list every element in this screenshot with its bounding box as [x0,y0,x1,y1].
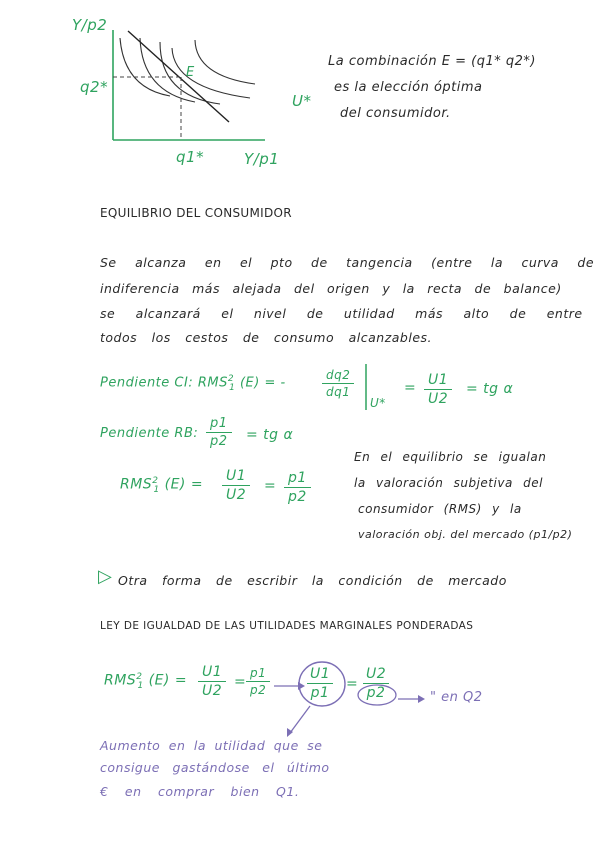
ci-sup: 2 [227,374,235,384]
paragraph-line4: todos los cestos de consumo alcanzables. [100,330,432,345]
intro-note-line2: es la elección óptima [334,80,483,95]
eq-equals: = [264,478,277,494]
ci-eval-at: U* [370,396,386,410]
law-sup: 2 [136,672,143,682]
rb-label: Pendiente RB: [100,426,199,441]
law-right-note: " en Q2 [430,690,483,705]
other-way-text: Otra forma de escribir la condición de mercado [118,573,507,588]
bottom-note-line3: € en comprar bien Q1. [100,784,300,799]
x-axis-label: Y/p1 [244,150,280,168]
law-equals-2: = [346,676,359,692]
paragraph-line2: indiferencia más alejada del origen y la recta de balance) [100,281,562,296]
law-c1-num: U1 [310,666,331,682]
ci-u-den: U2 [424,389,452,407]
ci-eq: = [404,380,417,396]
heading-ley: LEY DE IGUALDAD DE LAS UTILIDADES MARGINALES PONDERADAS [100,620,474,632]
bottom-note-line1: Aumento en la utilidad que se [100,738,323,753]
law-u-num: U1 [202,664,223,680]
law-c2-den: p2 [363,683,390,701]
paragraph-line1: Se alcanza en el pto de tangencia (entre la curva de [100,255,595,270]
rb-num: p1 [210,416,228,431]
law-p-den: p2 [246,681,270,697]
intro-note-line1: La combinación E = (q1* q2*) [328,54,536,69]
ci-derivative-num: dq2 [326,368,351,382]
law-c2-num: U2 [366,666,387,682]
law-sub: 1 [137,681,144,692]
ci-u-num: U1 [428,372,449,388]
intro-note-line3: del consumidor. [340,106,451,121]
eq-u-den: U2 [222,485,250,503]
law-u-den: U2 [198,681,226,699]
eq-sup: 2 [152,476,159,486]
eq-p-num: p1 [288,470,307,486]
eq-note-line4: valoración obj. del mercado (p1/p2) [358,528,573,541]
eq-p-den: p2 [284,487,311,505]
ci-sub: 1 [229,382,236,393]
eq-note-line2: la valoración subjetiva del [354,476,543,490]
triangle-marker-icon: ▷ [98,566,112,587]
rb-tail: = tg α [246,427,294,443]
y-axis-label: Y/p2 [72,16,108,34]
eq-note-line1: En el equilibrio se igualan [354,450,547,464]
eq-note-line3: consumidor (RMS) y la [358,502,522,516]
eq-rms: RMS [120,476,153,493]
eq-u-num: U1 [226,468,247,484]
ci-label-text: Pendiente CI: RMS [100,375,228,391]
point-e-label: E [186,65,195,80]
ci-tail: = tg α [466,381,514,397]
eq-sub: 1 [153,485,160,496]
eq-arg: (E) = [164,476,204,493]
q1-label: q1* [176,148,205,166]
law-equals-1: = [234,674,247,690]
q2-label: q2* [80,78,109,96]
law-c1-den: p1 [307,683,334,701]
paragraph-line3: se alcanzará el nivel de utilidad más alto de entre [100,306,583,321]
bottom-note-line2: consigue gastándose el último [100,760,330,775]
ci-derivative-den: dq1 [322,383,354,399]
law-rms: RMS [104,672,137,689]
law-arg: (E) = [148,672,188,689]
rb-den: p2 [206,432,232,449]
law-p-num: p1 [250,666,267,680]
curve-label: U* [292,92,312,110]
heading-equilibrio: EQUILIBRIO DEL CONSUMIDOR [100,206,292,220]
law-c1-fraction [306,666,334,701]
law-c2-fraction [362,666,390,701]
ci-arg: (E) = - [239,375,286,391]
